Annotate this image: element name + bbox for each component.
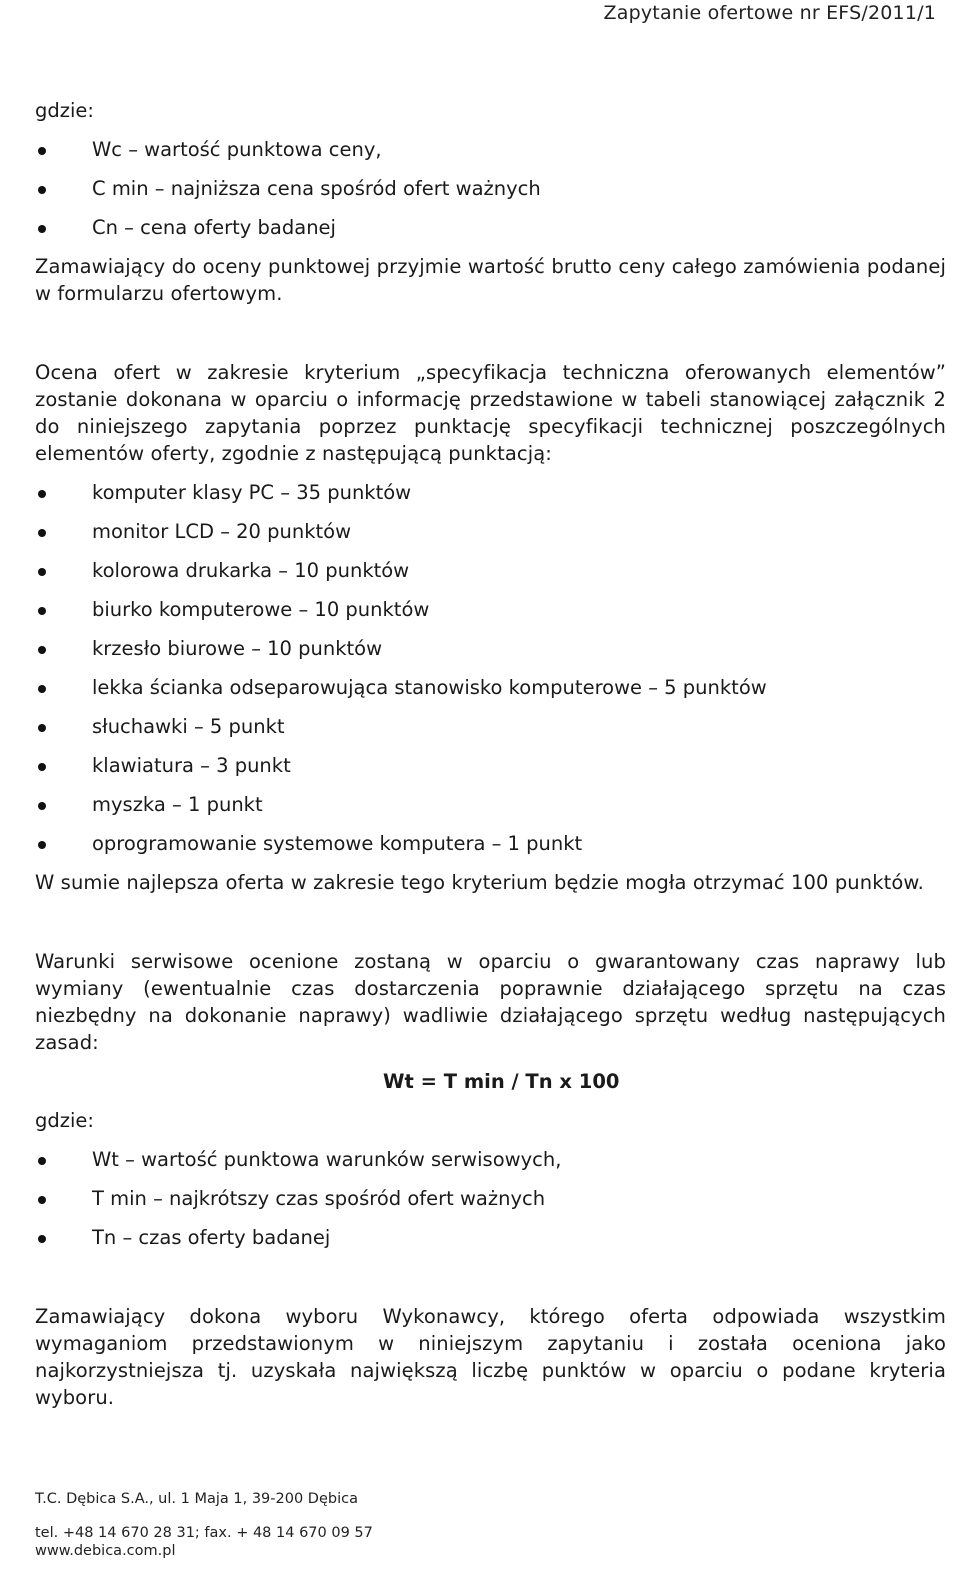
where-label: gdzie: bbox=[35, 1109, 94, 1132]
technical-spec-paragraph: Ocena ofert w zakresie kryterium „specyfikacja techniczna oferowanych elementów” zostanie dokonana w oparciu o informację przedstawione w tabeli stanowiącej załącznik 2 do niniejszego zapytania poprzez punktację specyfikacji technicznej poszczególnych elementów oferty, zgodnie z następującą punktacją: bbox=[35, 361, 946, 465]
list-item: klawiatura – 3 punkt bbox=[35, 752, 946, 779]
list-item: krzesło biurowe – 10 punktów bbox=[35, 635, 946, 662]
price-paragraph: Zamawiający do oceny punktowej przyjmie wartość brutto ceny całego zamówienia podanej w formularzu ofertowym. bbox=[35, 255, 946, 305]
where-label: gdzie: bbox=[35, 99, 94, 122]
list-item: Wt – wartość punktowa warunków serwisowych, bbox=[35, 1146, 946, 1173]
list-item: myszka – 1 punkt bbox=[35, 791, 946, 818]
footer-phone: tel. +48 14 670 28 31; fax. + 48 14 670 09 57 bbox=[35, 1525, 373, 1541]
footer-company: T.C. Dębica S.A., ul. 1 Maja 1, 39-200 Dębica bbox=[35, 1491, 358, 1507]
list-item: komputer klasy PC – 35 punktów bbox=[35, 479, 946, 506]
list-item: C min – najniższa cena spośród ofert ważnych bbox=[35, 175, 946, 202]
service-formula: Wt = T min / Tn x 100 bbox=[383, 1070, 620, 1093]
list-item: monitor LCD – 20 punktów bbox=[35, 518, 946, 545]
list-item: biurko komputerowe – 10 punktów bbox=[35, 596, 946, 623]
page-footer bbox=[35, 1490, 373, 1560]
page-header-title: Zapytanie ofertowe nr EFS/2011/1 bbox=[603, 2, 936, 24]
selection-paragraph: Zamawiający dokona wyboru Wykonawcy, którego oferta odpowiada wszystkim wymaganiom przedstawionym w niniejszym zapytaniu i została oceniona jako najkorzystniejsza tj. uzyskała największą liczbę punktów w oparciu o podane kryteria wyboru. bbox=[35, 1305, 946, 1409]
list-item: słuchawki – 5 punkt bbox=[35, 713, 946, 740]
list-item: Cn – cena oferty badanej bbox=[35, 214, 946, 241]
list-item: Wc – wartość punktowa ceny, bbox=[35, 136, 946, 163]
technical-summary-paragraph: W sumie najlepsza oferta w zakresie tego kryterium będzie mogła otrzymać 100 punktów. bbox=[35, 871, 924, 894]
scoring-list bbox=[35, 479, 946, 857]
service-paragraph: Warunki serwisowe ocenione zostaną w oparciu o gwarantowany czas naprawy lub wymiany (ewentualnie czas dostarczenia poprawnie działającego sprzętu na czas niezbędny na dokonanie naprawy) wadliwie działającego sprzętu według następujących zasad: bbox=[35, 950, 946, 1054]
list-item: T min – najkrótszy czas spośród ofert ważnych bbox=[35, 1185, 946, 1212]
list-item: Tn – czas oferty badanej bbox=[35, 1224, 946, 1251]
price-definitions-list bbox=[35, 136, 946, 241]
list-item: kolorowa drukarka – 10 punktów bbox=[35, 557, 946, 584]
list-item: oprogramowanie systemowe komputera – 1 punkt bbox=[35, 830, 946, 857]
service-definitions-list bbox=[35, 1146, 946, 1251]
list-item: lekka ścianka odseparowująca stanowisko komputerowe – 5 punktów bbox=[35, 674, 946, 701]
document-body bbox=[35, 97, 946, 1411]
footer-website: www.debica.com.pl bbox=[35, 1543, 176, 1559]
